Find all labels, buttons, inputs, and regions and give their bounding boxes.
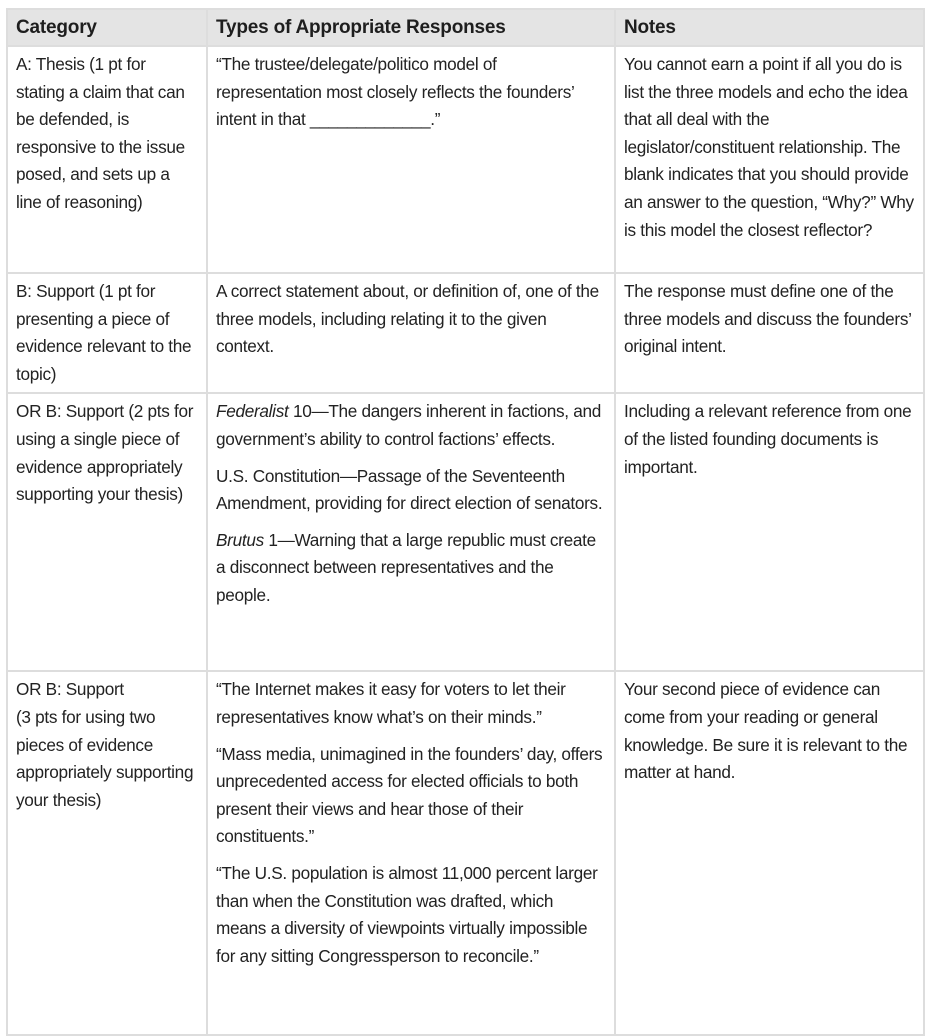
category-cell [7,671,207,1035]
document-title: Brutus [216,529,264,550]
category-text: OR B: Support (2 pts for using a single piece of evidence appropriately supporting your thesis) [16,401,194,505]
table-row-thesis [7,46,924,273]
response-item [216,463,606,518]
response-text: 10—The dangers inherent in factions, and government’s ability to control factions’ effects. [216,401,602,449]
category-text: (3 pts for using two pieces of evidence appropriately supporting your thesis) [16,706,194,810]
header-responses: Types of Appropriate Responses [207,9,615,46]
response-text: “The U.S. population is almost 11,000 percent larger than when the Constitution was drafted, which means a diversity of viewpoints virtually impossible for any sitting Congressperson to reconcile.” [216,862,598,966]
header-row [7,9,924,46]
header-notes: Notes [615,9,924,46]
response-text: “Mass media, unimagined in the founders’ day, offers unprecedented access for elected officials to both present their views and hear those of their constituents.” [216,743,603,847]
response-item [216,398,606,453]
responses-cell [207,393,615,671]
category-cell [7,273,207,393]
table-row-support-2pts [7,393,924,671]
responses-cell [207,46,615,273]
response-item [216,741,606,851]
category-cell [7,46,207,273]
header-category: Category [7,9,207,46]
table-row-support-1pt [7,273,924,393]
category-text: A: Thesis (1 pt for stating a claim that can be defended, is responsive to the issue posed, and sets up a line of reasoning) [16,54,185,212]
document-title: Federalist [216,401,289,422]
notes-cell [615,46,924,273]
category-cell [7,393,207,671]
notes-text: The response must define one of the three models and discuss the founders’ original intent. [624,281,912,357]
response-text: 1—Warning that a large republic must create a disconnect between representatives and the people. [216,529,596,605]
responses-cell [207,273,615,393]
table-row-support-3pts [7,671,924,1035]
notes-cell [615,393,924,671]
response-item [216,278,606,361]
scoring-rubric-table [6,8,925,1036]
category-text: B: Support (1 pt for presenting a piece of evidence relevant to the topic) [16,281,192,384]
response-item [216,51,606,134]
notes-text: Including a relevant reference from one of the listed founding documents is important. [624,401,912,477]
responses-cell [207,671,615,1035]
category-title: OR B: Support [16,679,124,700]
notes-cell [615,671,924,1035]
notes-text: You cannot earn a point if all you do is list the three models and echo the idea that all deal with the legislator/constituent relationship. The blank indicates that you should provide an answer to the question, “Why?” Why is this model the closest reflector? [624,54,914,240]
notes-text: Your second piece of evidence can come from your reading or general knowledge. Be sure it is relevant to the matter at hand. [624,679,908,783]
response-text: U.S. Constitution—Passage of the Seventeenth Amendment, providing for direct election of senators. [216,465,603,514]
notes-cell [615,273,924,393]
response-item [216,527,606,610]
response-text: “The trustee/delegate/politico model of representation most closely reflects the founders’ intent in that _____________.” [216,54,574,130]
response-text: A correct statement about, or definition of, one of the three models, including relating it to the given context. [216,281,599,357]
response-text: “The Internet makes it easy for voters to let their representatives know what’s on their minds.” [216,679,566,727]
response-item [216,860,606,970]
response-item [216,676,606,731]
